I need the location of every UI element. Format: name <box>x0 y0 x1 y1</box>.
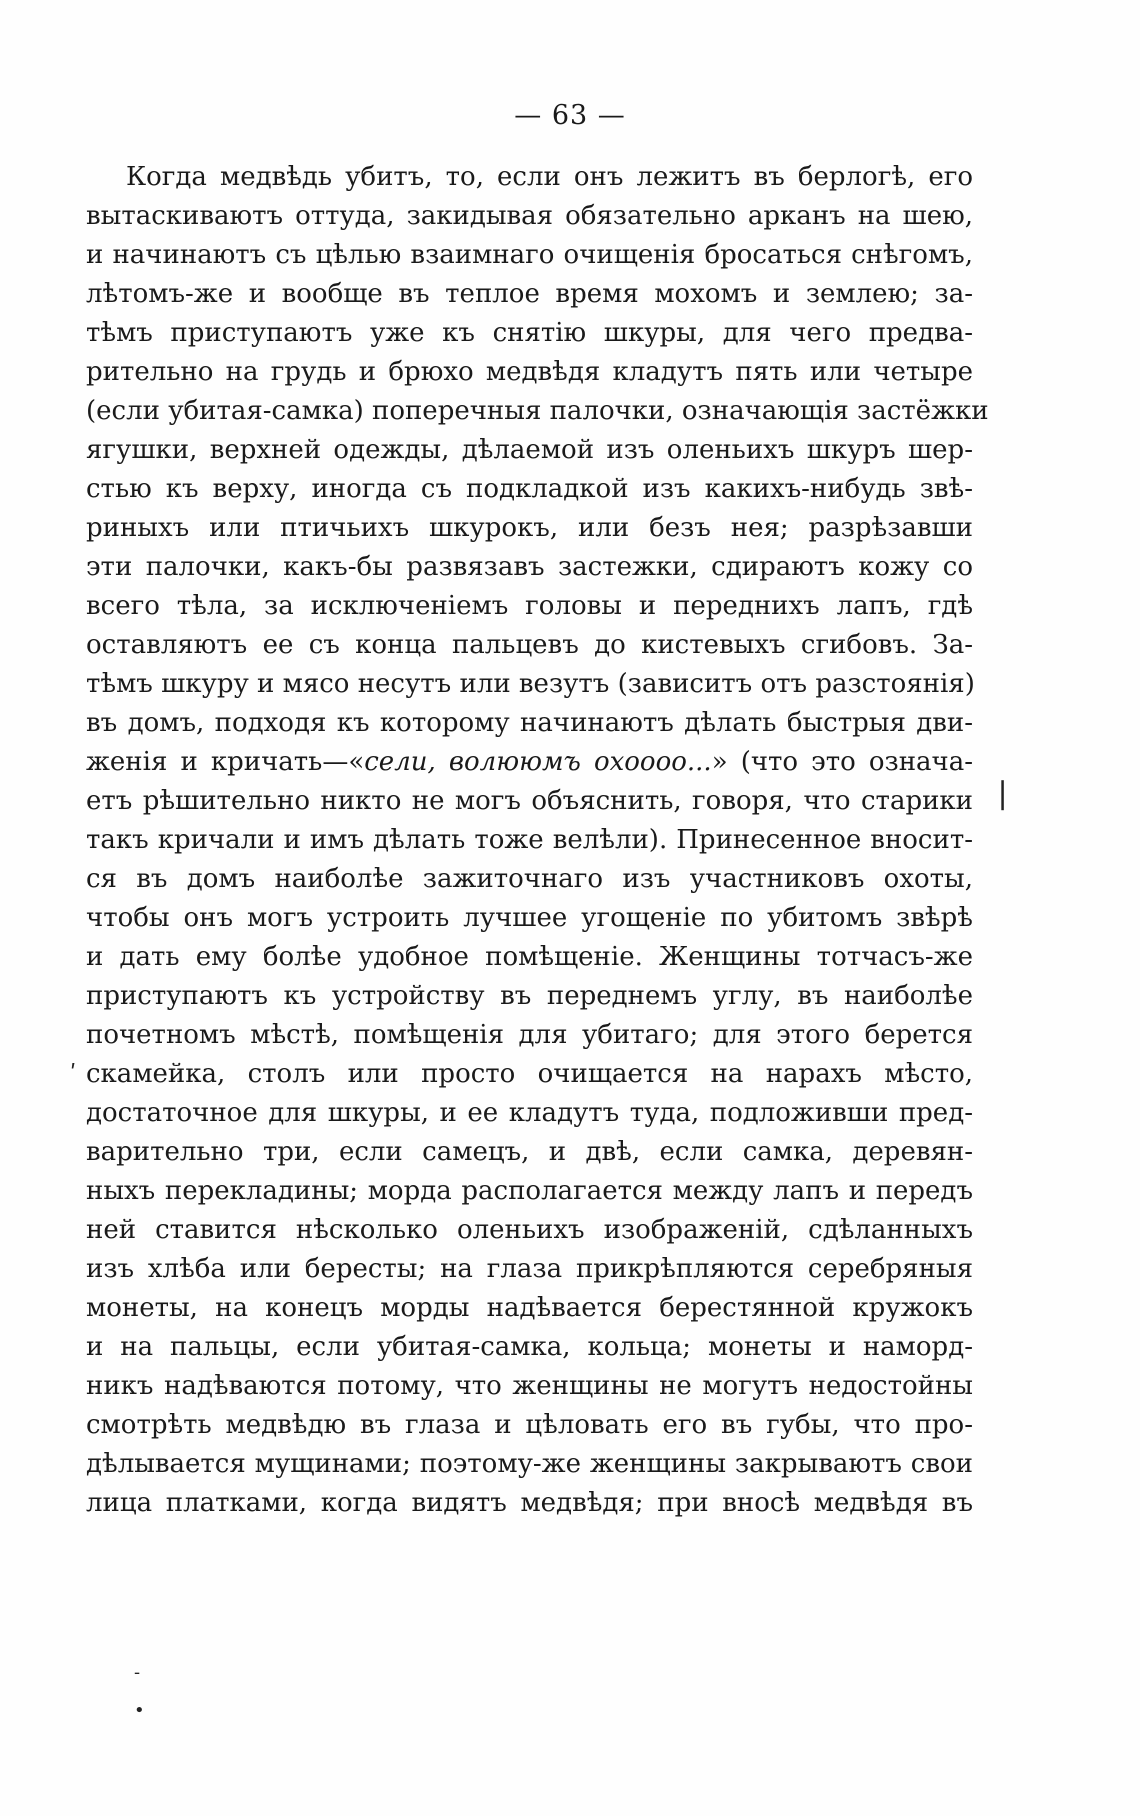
margin-speck: • <box>134 1700 145 1721</box>
text-line-mixed <box>86 743 973 782</box>
text-line: лица платками, когда видятъ медвѣдя; при вносѣ медвѣдя въ <box>86 1488 973 1518</box>
text-line: вытаскиваютъ оттуда, закидывая обязательно арканъ на шею, <box>86 201 973 231</box>
margin-speck: ❘ <box>990 776 1016 811</box>
text-line: Когда медвѣдь убитъ, то, если онъ лежитъ въ берлогѣ, его <box>126 162 973 192</box>
text-line: (если убитая-самка) поперечныя палочки, означающія застёжки <box>86 396 989 426</box>
text-line: лѣтомъ-же и вообще въ теплое время мохомъ и землею; за- <box>86 279 973 309</box>
text-line: всего тѣла, за исключеніемъ головы и переднихъ лапъ, гдѣ <box>86 591 973 621</box>
text-line: ягушки, верхней одежды, дѣлаемой изъ оленьихъ шкуръ шер- <box>86 435 973 465</box>
page-number: — 63 — <box>514 100 626 131</box>
text-segment: женія и кричать—« <box>86 747 365 777</box>
text-line: стью къ верху, иногда съ подкладкой изъ какихъ-нибудь звѣ- <box>86 474 973 504</box>
text-line: монеты, на конецъ морды надѣвается берестянной кружокъ <box>86 1293 973 1323</box>
margin-speck: - <box>134 1662 141 1683</box>
text-line: оставляютъ ее съ конца пальцевъ до кистевыхъ сгибовъ. За- <box>86 630 973 660</box>
text-line: изъ хлѣба или бересты; на глаза прикрѣпляются серебряныя <box>86 1254 973 1284</box>
text-line: дѣлывается мущинами; поэтому-же женщины закрываютъ свои <box>86 1449 973 1479</box>
text-line: тѣмъ шкуру и мясо несутъ или везутъ (зависитъ отъ разстоянія) <box>86 669 975 699</box>
text-line: варительно три, если самецъ, и двѣ, если самка, деревян- <box>86 1137 973 1167</box>
text-line: приступаютъ къ устройству въ переднемъ углу, въ наиболѣе <box>86 981 973 1011</box>
text-line: почетномъ мѣстѣ, помѣщенія для убитаго; для этого берется <box>86 1020 973 1050</box>
text-line: етъ рѣшительно никто не могъ объяснить, говоря, что старики <box>86 786 973 816</box>
text-line: эти палочки, какъ-бы развязавъ застежки, сдираютъ кожу со <box>86 552 973 582</box>
text-line: ся въ домъ наиболѣе зажиточнаго изъ участниковъ охоты, <box>86 864 973 894</box>
text-line: смотрѣть медвѣдю въ глаза и цѣловать его въ губы, что про- <box>86 1410 973 1440</box>
text-line: скамейка, столъ или просто очищается на нарахъ мѣсто, <box>86 1059 973 1089</box>
text-line: никъ надѣваются потому, что женщины не могутъ недостойны <box>86 1371 973 1401</box>
body-text <box>86 158 989 1523</box>
text-line: ней ставится нѣсколько оленьихъ изображеній, сдѣланныхъ <box>86 1215 973 1245</box>
italic-cry: сели, волююмъ охоооо... <box>364 747 712 777</box>
text-line: въ домъ, подходя къ которому начинаютъ дѣлать быстрыя дви- <box>86 708 973 738</box>
text-segment: » (что это означа- <box>711 747 973 777</box>
text-line: чтобы онъ могъ устроить лучшее угощеніе по убитомъ звѣрѣ <box>86 903 973 933</box>
text-line: тѣмъ приступаютъ уже къ снятію шкуры, для чего предва- <box>86 318 973 348</box>
text-line: рительно на грудь и брюхо медвѣдя кладутъ пять или четыре <box>86 357 973 387</box>
text-line: и дать ему болѣе удобное помѣщеніе. Женщины тотчасъ-же <box>86 942 973 972</box>
text-line: такъ кричали и имъ дѣлать тоже велѣли). Принесенное вносит- <box>86 825 973 855</box>
text-line: ныхъ перекладины; морда располагается между лапъ и передъ <box>86 1176 973 1206</box>
text-line: и начинаютъ съ цѣлью взаимнаго очищенія бросаться снѣгомъ, <box>86 240 973 270</box>
text-line: и на пальцы, если убитая-самка, кольца; монеты и наморд- <box>86 1332 973 1362</box>
text-line: достаточное для шкуры, и ее кладутъ туда, подложивши пред- <box>86 1098 973 1128</box>
margin-speck: ʹ <box>70 1062 77 1087</box>
text-line: риныхъ или птичьихъ шкурокъ, или безъ нея; разрѣзавши <box>86 513 973 543</box>
